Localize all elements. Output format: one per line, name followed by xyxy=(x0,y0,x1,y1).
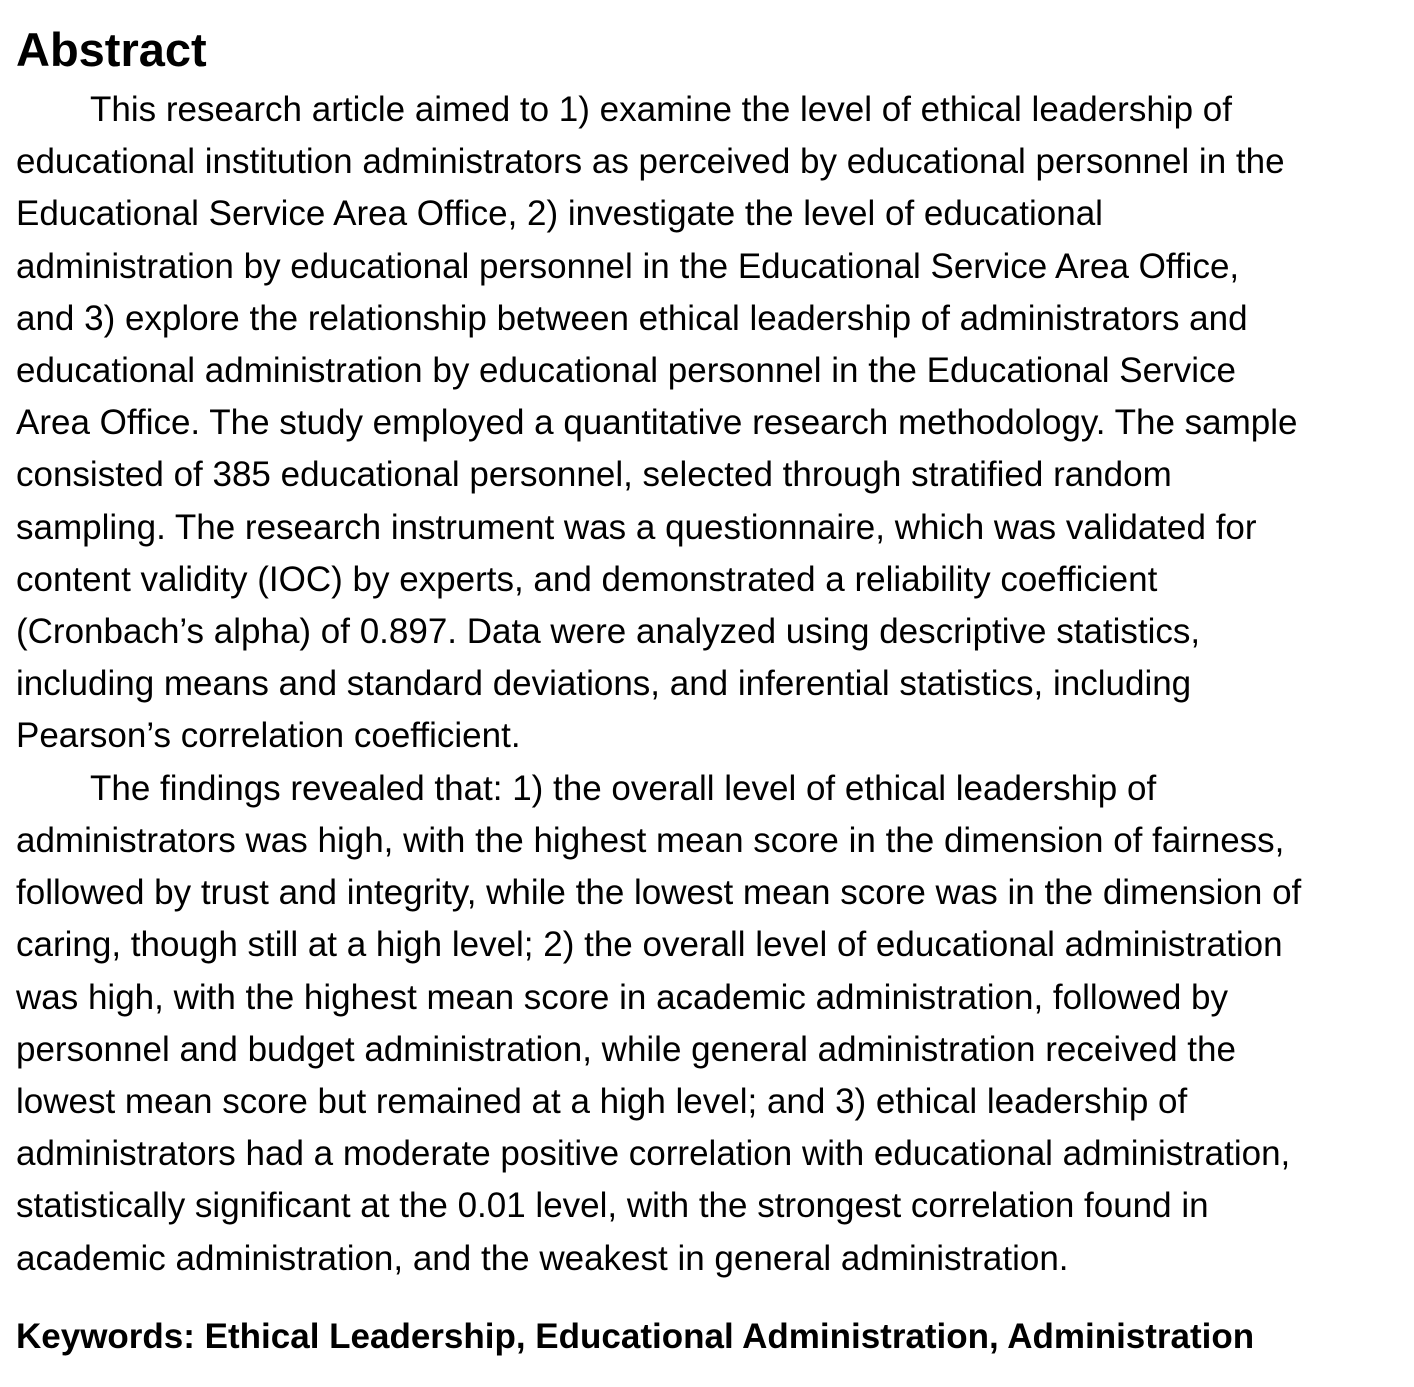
paragraph-2-line: caring, though still at a high level; 2) the overall level of educational administration xyxy=(16,925,1283,964)
paragraph-1-line: sampling. The research instrument was a questionnaire, which was validated for xyxy=(16,508,1257,547)
paragraph-1-line: Area Office. The study employed a quantitative research methodology. The sample xyxy=(16,403,1298,442)
paragraph-2-line: statistically significant at the 0.01 level, with the strongest correlation found in xyxy=(16,1186,1209,1225)
paragraph-1-line: (Cronbach’s alpha) of 0.897. Data were analyzed using descriptive statistics, xyxy=(16,612,1201,651)
paragraph-1-line: This research article aimed to 1) examine the level of ethical leadership of xyxy=(90,90,1232,129)
paragraph-2-line: The findings revealed that: 1) the overall level of ethical leadership of xyxy=(90,769,1157,808)
paragraph-2-line: personnel and budget administration, while general administration received the xyxy=(16,1030,1236,1069)
paragraph-2-line: administrators was high, with the highest mean score in the dimension of fairness, xyxy=(16,821,1285,860)
abstract-heading: Abstract xyxy=(16,23,207,76)
paragraph-2-line: administrators had a moderate positive correlation with educational administration, xyxy=(16,1134,1291,1173)
paragraph-1-line: including means and standard deviations, and inferential statistics, including xyxy=(16,664,1192,703)
paragraph-2-line: academic administration, and the weakest in general administration. xyxy=(16,1239,1069,1278)
paragraph-1-line: Pearson’s correlation coefficient. xyxy=(16,716,521,755)
paragraph-1-line: content validity (IOC) by experts, and demonstrated a reliability coefficient xyxy=(16,560,1158,599)
paragraph-1-line: educational administration by educational personnel in the Educational Service xyxy=(16,351,1236,390)
paragraph-2-line: was high, with the highest mean score in academic administration, followed by xyxy=(16,978,1229,1017)
paragraph-2-line: lowest mean score but remained at a high level; and 3) ethical leadership of xyxy=(16,1082,1188,1121)
paragraph-1-line: consisted of 385 educational personnel, selected through stratified random xyxy=(16,455,1172,494)
paragraph-1-line: and 3) explore the relationship between ethical leadership of administrators and xyxy=(16,299,1248,338)
paragraph-1-line: administration by educational personnel in the Educational Service Area Office, xyxy=(16,247,1240,286)
paragraph-1-line: Educational Service Area Office, 2) investigate the level of educational xyxy=(16,194,1103,233)
keywords-line: Keywords: Ethical Leadership, Educational Administration, Administration xyxy=(16,1317,1255,1356)
paragraph-1-line: educational institution administrators as perceived by educational personnel in the xyxy=(16,142,1285,181)
paragraph-2-line: followed by trust and integrity, while the lowest mean score was in the dimension of xyxy=(16,873,1302,912)
